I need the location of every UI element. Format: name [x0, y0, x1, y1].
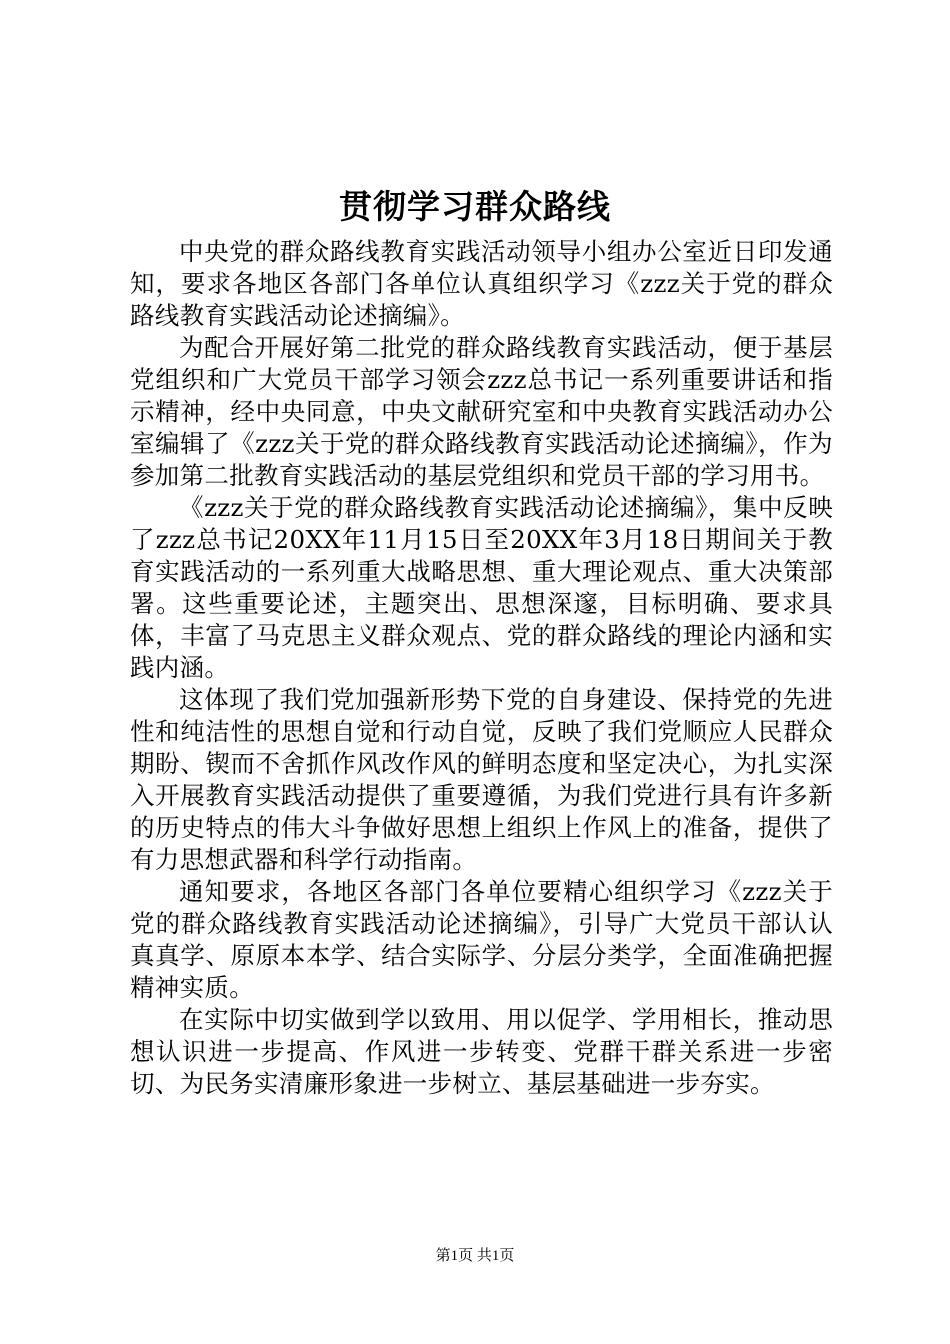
paragraph-6: 在实际中切实做到学以致用、用以促学、学用相长，推动思想认识进一步提高、作风进一步转变、党群干群关系进一步密切、为民务实清廉形象进一步树立、基层基础进一步夯实。: [130, 1005, 833, 1098]
paragraph-4: 这体现了我们党加强新形势下党的自身建设、保持党的先进性和纯洁性的思想自觉和行动自觉，反映了我们党顺应人民群众期盼、锲而不舍抓作风改作风的鲜明态度和坚定决心，为扎实深入开展教育实践活动提供了重要遵循，为我们党进行具有许多新的历史特点的伟大斗争做好思想上组织上作风上的准备，提供了有力思想武器和科学行动指南。: [130, 685, 833, 874]
page-number-footer: 第1页 共1页: [435, 1248, 515, 1264]
paragraph-5: 通知要求，各地区各部门各单位要精心组织学习《zzz关于党的群众路线教育实践活动论述摘编》，引导广大党员干部认认真真学、原原本本学、结合实际学、分层分类学，全面准确把握精神实质。: [130, 877, 833, 1002]
paragraph-3: 《zzz关于党的群众路线教育实践活动论述摘编》，集中反映了zzz总书记20XX年11月15日至20XX年3月18日期间关于教育实践活动的一系列重大战略思想、重大理论观点、重大决策部署。这些重要论述，主题突出、思想深邃，目标明确、要求具体，丰富了马克思主义群众观点、党的群众路线的理论内涵和实践内涵。: [130, 493, 833, 682]
paragraph-2: 为配合开展好第二批党的群众路线教育实践活动，便于基层党组织和广大党员干部学习领会zzz总书记一系列重要讲话和指示精神，经中央同意，中央文献研究室和中央教育实践活动办公室编辑了《zzz关于党的群众路线教育实践活动论述摘编》，作为参加第二批教育实践活动的基层党组织和党员干部的学习用书。: [130, 333, 833, 490]
document-title: 贯彻学习群众路线: [339, 187, 611, 226]
paragraph-1: 中央党的群众路线教育实践活动领导小组办公室近日印发通知，要求各地区各部门各单位认真组织学习《zzz关于党的群众路线教育实践活动论述摘编》。: [130, 237, 833, 330]
document-body: [130, 236, 833, 1100]
